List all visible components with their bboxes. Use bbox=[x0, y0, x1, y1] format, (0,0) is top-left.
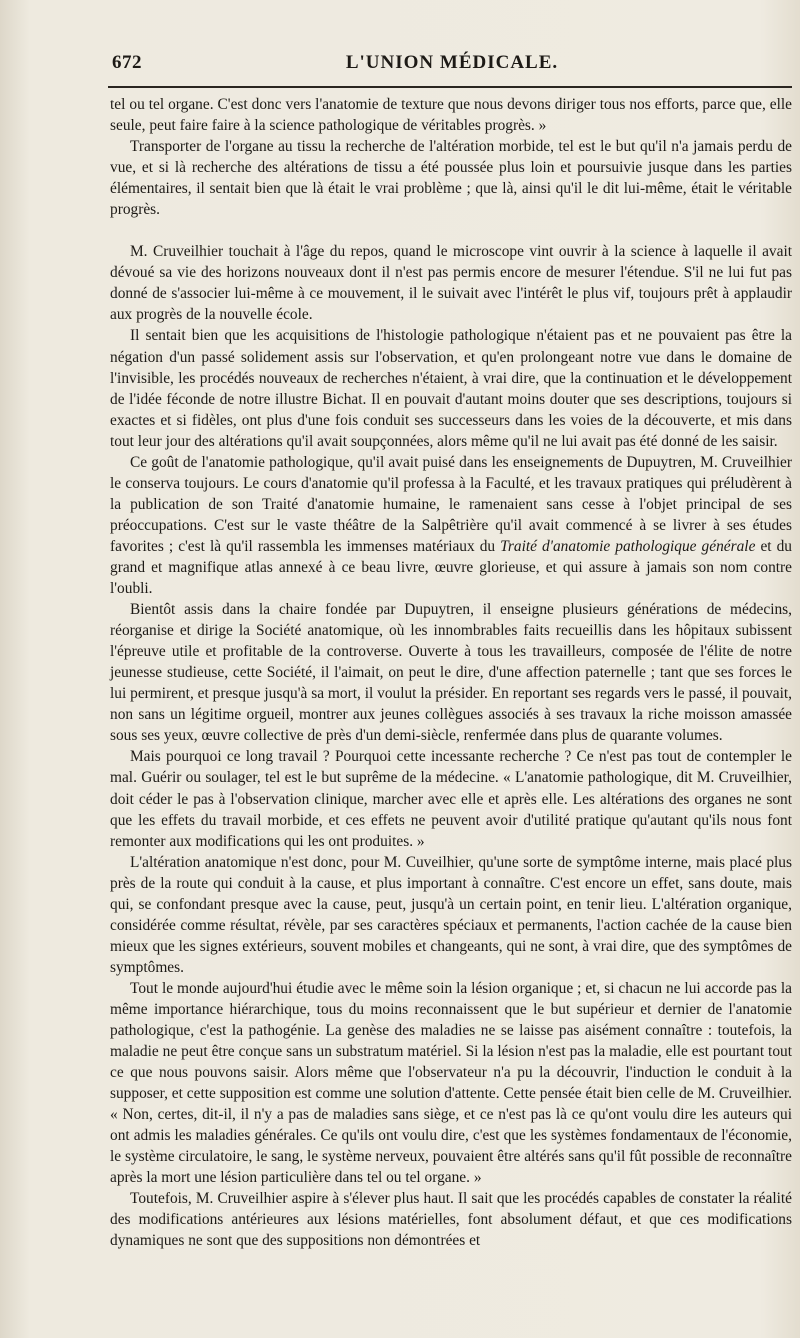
paragraph-6: Bientôt assis dans la chaire fondée par Dupuytren, il enseigne plusieurs générations de médecins, réorganise et dirige la Société anatomique, où les innombrables faits recueillis dans les hôpitaux subissent l'épreuve utile et profitable de la controverse. Ouverte à tous les travailleurs, composée de l'élite de notre jeunesse studieuse, cette Société, il l'aimait, on peut le dire, d'une affection paternelle ; tant que ses forces le lui permirent, et presque jusqu'à sa mort, il voulut la présider. En reportant ses regards vers le passé, il pouvait, non sans un légitime orgueil, montrer aux jeunes collègues associés à ses travaux la riche moisson amassée sous ses yeux, œuvre collective de près d'un demi-siècle, renfermée dans plus de quarante volumes. bbox=[110, 601, 792, 745]
paragraph-3: M. Cruveilhier touchait à l'âge du repos, quand le microscope vint ouvrir à la science à laquelle il avait dévoué sa vie des horizons nouveaux dont il n'est pas permis encore de mesurer l'étendue. S'il ne lui fut pas donné de s'associer lui-même à ce mouvement, il le suivait avec l'intérêt le plus vif, toujours prêt à applaudir aux progrès de la nouvelle école. bbox=[110, 243, 792, 324]
running-head: L'UNION MÉDICALE. bbox=[345, 52, 559, 73]
paragraph-5-text: Ce goût de l'anatomie pathologique, qu'il avait puisé dans les enseignements de Dupuytren, M. Cruveilhier le conserva toujours. Le cours d'anatomie qu'il professa à la Faculté, et les travaux pratiques qui préludèrent à la publication de son Traité d'anatomie humaine, le ramenaient sans cesse à l'objet principal de ses préoccupations. C'est sur le vaste théâtre de la Salpêtrière qu'il avait commencé à se livrer à ses études favorites ; c'est là qu'il rassembla les immenses matériaux du bbox=[110, 453, 792, 555]
body-text bbox=[110, 94, 792, 1252]
paragraph-8: L'altération anatomique n'est donc, pour M. Cuveilhier, qu'une sorte de symptôme interne, mais placé plus près de la route qui conduit à la cause, et plus important à connaître. C'est encore un effet, sans doute, mais qui, se confondant presque avec la cause, peut, jusqu'à un certain point, en tenir lieu. L'altération organique, considérée comme résultat, révèle, par ses caractères spéciaux et permanents, l'action cachée de la cause bien mieux que les signes extérieurs, souvent mobiles et changeants, qui ne sont, à vrai dire, que des symptômes de symptômes. bbox=[110, 853, 792, 976]
paragraph-7: Mais pourquoi ce long travail ? Pourquoi cette incessante recherche ? Ce n'est pas tout de contempler le mal. Guérir ou soulager, tel est le but suprême de la médecine. « L'anatomie pathologique, dit M. Cruveilhier, doit céder le pas à l'observation clinique, marcher avec elle et après elle. Les altérations des organes ne sont que les effets du travail morbide, et ces effets ne peuvent avoir d'utilité pratique qu'autant qu'ils nous font remonter aux modifications qui les ont produites. » bbox=[110, 748, 792, 850]
page-number: 672 bbox=[112, 52, 142, 73]
paragraph-10: Toutefois, M. Cruveilhier aspire à s'élever plus haut. Il sait que les procédés capables de constater la réalité des modifications antérieures aux lésions matérielles, font absolument défaut, et que ces modifications dynamiques ne sont que des suppositions non démontrées et bbox=[110, 1190, 792, 1250]
paragraph-1: tel ou tel organe. C'est donc vers l'anatomie de texture que nous devons diriger tous nos efforts, parce que, elle seule, peut faire faire à la science pathologique de véritables progrès. » bbox=[110, 96, 792, 135]
header-rule bbox=[108, 86, 792, 88]
page-header bbox=[112, 52, 792, 82]
paragraph-2: Transporter de l'organe au tissu la recherche de l'altération morbide, tel est le but qu'il n'a jamais perdu de vue, et si là recherche des altérations de tissu a été poussée plus loin et poursuivie jusque dans les parties élémentaires, il sentait bien que là était le vrai problème ; que là, ainsi qu'il le dit lui-même, était le véritable progrès. bbox=[110, 138, 792, 219]
paragraph-5-tail: et du grand et magnifique atlas annexé à ce beau livre, œuvre glorieuse, et qui assure à jamais son nom contre l'oubli. bbox=[110, 537, 792, 598]
paragraph-9: Tout le monde aujourd'hui étudie avec le même soin la lésion organique ; et, si chacun ne lui accorde pas la même importance hiérarchique, tous du moins reconnaissent que le but supérieur et dernier de l'anatomie pathologique, c'est la pathogénie. La genèse des maladies ne se laisse pas aisément connaître : toutefois, la maladie ne peut être conçue sans un substratum matériel. Si la lésion n'est pas la maladie, elle est pourtant tout ce que nous pouvons saisir. Alors même que l'observateur n'a pu la découvrir, l'induction le conduit à la supposer, et cette supposition est comme une solution d'attente. Cette pensée était bien celle de M. Cruveilhier. « Non, certes, dit-il, il n'y a pas de maladies sans siège, et ce n'est pas là ce qu'ont voulu dire les auteurs qui ont admis les maladies générales. Ce qu'ils ont voulu dire, c'est que les systèmes fondamentaux de l'économie, le système circulatoire, le sang, le système nerveux, pouvaient être altérés sans qu'il fût possible de reconnaître après la mort une lésion particulière dans tel ou tel organe. » bbox=[110, 979, 792, 1187]
paragraph-4: Il sentait bien que les acquisitions de l'histologie pathologique n'étaient pas et ne pouvaient pas être la négation d'un passé solidement assis sur l'observation, et qu'en prolongeant notre vue dans le domaine de l'invisible, les procédés nouveaux de recherches n'étaient, à vrai dire, que la continuation et le développement de l'idée féconde de notre illustre Bichat. Il en pouvait d'autant moins douter que ses descriptions, toujours si exactes et si fidèles, ont plus d'une fois conduit ses successeurs dans les voies de la découverte, et mis dans tout leur jour des altérations qu'il avait soupçonnées, alors même qu'il ne lui avait pas été donné de les saisir. bbox=[110, 327, 792, 450]
paragraph-5 bbox=[110, 452, 792, 599]
book-title: Traité d'anatomie pathologique générale bbox=[500, 537, 756, 555]
